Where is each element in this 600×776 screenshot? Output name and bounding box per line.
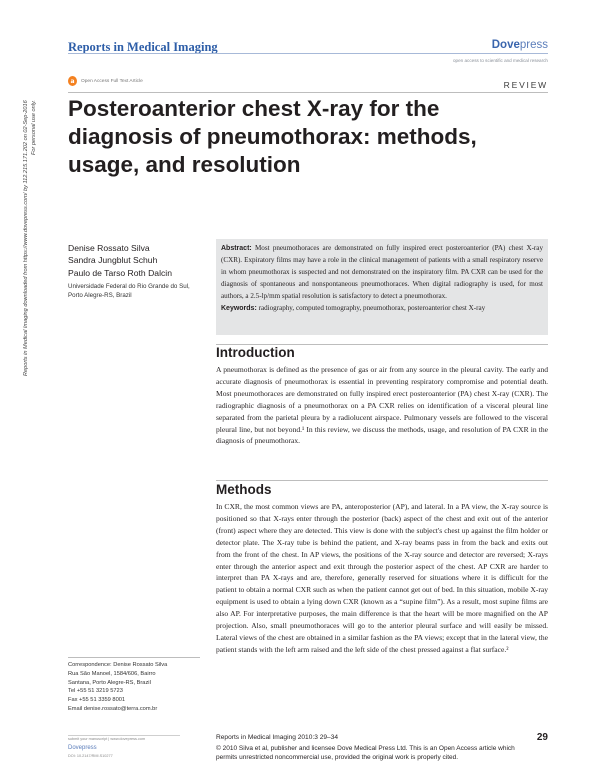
abstract-label: Abstract: [221,245,252,252]
author-list [68,242,172,279]
correspondence-divider [68,657,200,658]
footer-doi: DOI: 10.2147/RMI.S10277 [68,754,113,758]
submit-manuscript-link[interactable]: submit your manuscript | www.dovepress.com [68,737,146,741]
publisher-logo-bold: Dove [491,39,520,51]
journal-name: Reports in Medical Imaging [68,40,218,54]
publisher-logo [492,39,548,51]
section-heading-methods: Methods [216,482,272,497]
correspondence-line: Rua São Manoel, 1584/606, Bairro [68,670,156,677]
footer-copyright: © 2010 Silva et al, publisher and licensee Dove Medical Press Ltd. This is an Open Access article which permits unrestricted noncommercial use, provided the original work is properly cited. [216,745,515,762]
section-divider [216,480,548,481]
open-access-lock-icon: a [68,76,77,86]
correspondence-line: Correspondence: Denise Rossato Silva [68,662,168,668]
abstract-text: Most pneumothoraces are demonstrated on fully inspired erect posteroanterior (PA) chest X-ray (CXR). Expiratory films may have a role in the clinical management of patients with a small respiratory reserve in whom pneumothorax is suspected and not demonstrated on the inspiratory film. PA CXR can be used for the diagnosis of spontaneous and nonspontaneous pneumothoraces. When digital radiography is used, for most authors, a 2.5-lp/mm spatial resolution is satisfactory to detect a pneumothorax. [221,244,543,300]
keywords-label: Keywords: [221,304,257,312]
section-heading-introduction: Introduction [216,345,295,360]
header-divider [68,53,548,54]
correspondence-block [68,661,208,714]
publisher-logo-rest: press [519,39,548,51]
introduction-paragraph: A pneumothorax is defined as the presence of gas or air from any source in the pleural cavity. The early and accurate diagnosis of pneumothorax is essential in preventing respiratory compromise and potential death. Most pneumothoraces are demonstrated on fully inspired erect posteroanterior (PA) chest X-ray (CXR). The radiographic diagnosis of a pneumothorax on a PA CXR relies on identification of a visceral pleural line separated from the parietal pleura by a radiolucent airspace. Pulmonary vessels are followed to the visceral pleural line, but not beyond.¹ In this review, we discuss the methods, usage, and resolution of PA CXR in the diagnosis of pneumothorax. [216,365,548,446]
download-note [22,100,40,700]
correspondence-line: Tel +55 51 3219 5723 [68,688,123,695]
abstract-box [216,239,548,335]
correspondence-email: Email denise.rossato@terra.com.br [68,705,158,712]
keywords-line [221,303,543,315]
article-title: Posteroanterior chest X-ray for the diagnosis of pneumothorax: methods, usage, and resolution [68,96,477,177]
download-note-text: Reports in Medical Imaging downloaded from https://www.dovepress.com/ by 112.215.171.202 on 02-Sep-2016 For personal use only. [23,100,37,376]
footer-citation: Reports in Medical Imaging 2010:3 29–34 [216,734,339,741]
author-affiliation: Universidade Federal do Rio Grande do Sul, Porto Alegre-RS, Brazil [68,283,190,300]
keywords-text: radiography, computed tomography, pneumothorax, posteroanterior chest X-ray [258,303,486,312]
correspondence-line: Fax +55 51 3359 8001 [68,697,126,704]
page-number: 29 [536,732,548,743]
author-name: Paulo de Tarso Roth Dalcin [68,267,172,278]
article-type: REVIEW [503,80,548,90]
correspondence-line: Santana, Porto Alegre-RS, Brazil [68,679,151,686]
open-access-label: Open Access Full Text Article [81,78,143,84]
author-name: Denise Rossato Silva [68,243,150,253]
title-divider [68,92,548,93]
footer-dovepress-logo: Dovepress [68,745,97,751]
methods-paragraph: In CXR, the most common views are PA, anteroposterior (AP), and lateral. In a PA view, the X-ray source is positioned so that X-rays enter through the posterior (back) aspect of the chest and exit out of the anterior (front) aspect where they are detected. This view is done with the subject's chest up against the film holder or detector plate. The X-ray tube is behind the patient, and X-ray beams pass in from the back and exits out from the front of the chest. In AP views, the positions of the X-ray source and detector are reversed; X-rays enter through the anterior aspect and exit through the posterior aspect of the chest. AP CXR are harder to interpret than PA X-rays and are, therefore, generally reserved for situations where it is difficult for the patient to obtain a normal CXR such as when the patient cannot get out of bed. In this situation, mobile X-ray equipment is used to obtain a lying down CXR (known as a “supine film”). As a result, most supine films are also AP. For interpretative purposes, the main difference is that the heart will be more magnified on the AP projection. Also, small pneumothoraces will go to the anterior pleural surface and will easily be missed. Lateral views of the chest are obtained in a similar fashion as the PA views; except that in the lateral view, the patient stands with the left arm raised and the left side of the chest pressed against a flat surface.² [216,502,548,654]
open-access-row [68,76,143,86]
author-name: Sandra Jungblut Schuh [68,255,158,266]
publisher-tagline: open access to scientific and medical research [453,58,548,63]
footer-left-divider [68,735,180,736]
